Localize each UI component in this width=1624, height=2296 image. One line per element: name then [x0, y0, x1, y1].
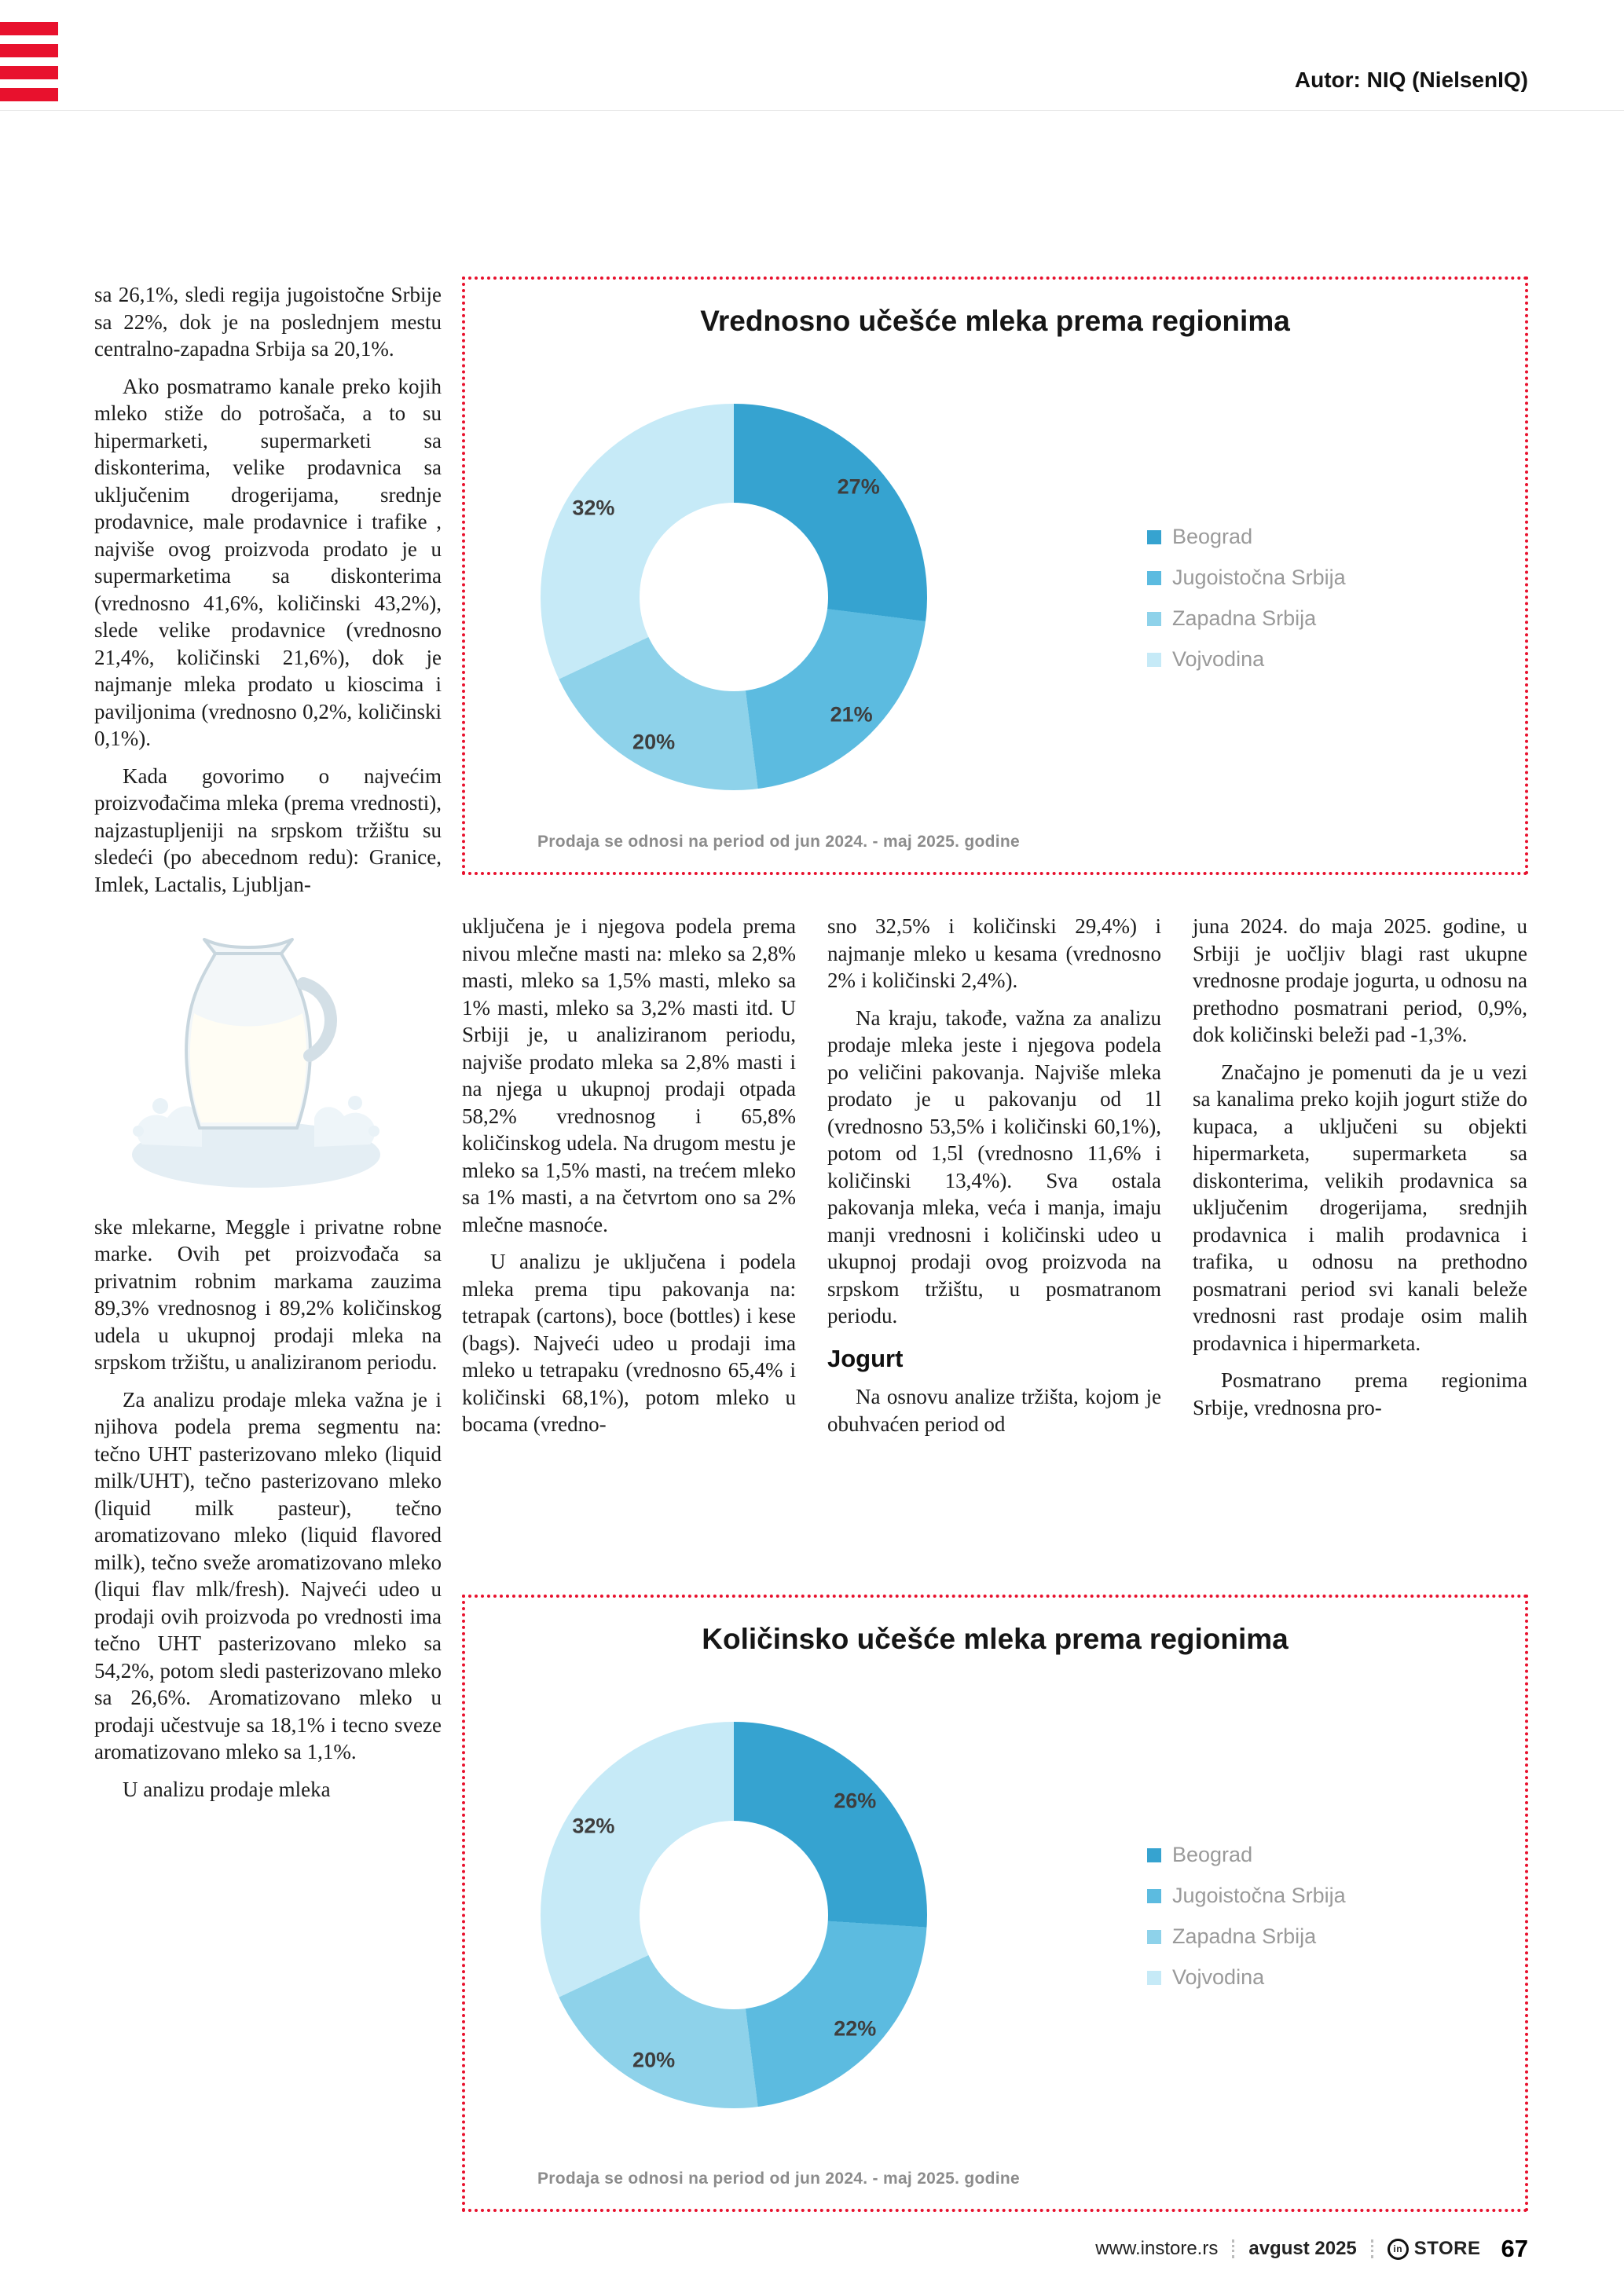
red-edge-mark [0, 22, 58, 35]
legend-swatch [1147, 1889, 1161, 1903]
legend-label: Vojvodina [1172, 1965, 1265, 1989]
body-paragraph: sno 32,5% i količinski 29,4%) i najmanje mleko u kesama (vrednosno 2% i količinski 2,4%). [827, 914, 1161, 992]
legend-swatch [1147, 1848, 1161, 1862]
chart-legend [1147, 525, 1346, 688]
text-column-3 [827, 913, 1161, 1448]
text-column-1 [94, 281, 442, 1813]
value-share-chart-box [462, 276, 1528, 875]
instore-logo-icon: in [1388, 2239, 1409, 2260]
body-paragraph: Posmatrano prema regionima Srbije, vrednosna pro- [1193, 1368, 1527, 1419]
body-paragraph: Značajno je pomenuti da je u vezi sa kanalima preko kojih jogurt stiže do kupaca, a uključeni su objekti hipermarketa, supermarketa sa diskonterima, velikih prodavnica sa uključenim drogerijama, srednjih prodavnica i malih prodavnica i trafika, u odnosu na prethodno posmatrani period svi kanali beleže vrednosni rast prodaje osim malih prodavnica i hipermarketa. [1193, 1060, 1527, 1355]
legend-label: Beograd [1172, 1843, 1253, 1866]
slice-label: 20% [632, 730, 676, 754]
body-paragraph: Kada govorimo o najvećim proizvođačima mleka (prema vrednosti), najzastupljeniji na srpskom tržištu su sledeći (po abecednom redu): Granice, Imlek, Lactalis, Ljubljan- [94, 764, 442, 896]
legend-item [1147, 1884, 1346, 1908]
legend-label: Jugoistočna Srbija [1172, 566, 1346, 589]
body-paragraph: juna 2024. do maja 2025. godine, u Srbiji je uočljiv blagi rast ukupne vrednosne prodaje jogurta, u odnosu na prethodno posmatrani period, 0,9%, dok količinski beleži pad -1,3%. [1193, 914, 1527, 1046]
text-column-2 [462, 913, 796, 1448]
donut-chart [541, 1722, 927, 2108]
legend-item [1147, 606, 1346, 631]
milk-jug-image [123, 921, 390, 1196]
donut-hole [640, 503, 828, 691]
body-paragraph: Za analizu prodaje mleka važna je i njihova podela prema segmentu na: tečno UHT pasterizovano mleko (liquid milk/UHT), tečno pasterizovano mleko (liquid milk pasteur), tečno aromatizovano mleko (liquid flavored milk), tečno sveže aromatizovano mleko (liqui flav mlk/fresh). Najveći udeo u prodaji ovih proizvoda po vrednosti ima tečno UHT pasterizovano mleko sa 54,2%, potom sledi pasterizovano mleko sa 26,6%. Aromatizovano mleko u prodaji učestvuje sa 18,1% i tecno sveze aromatizovano mleko sa 1,1%. [94, 1387, 442, 1763]
footer-site: www.instore.rs [1095, 2238, 1219, 2259]
slice-label: 20% [632, 2048, 676, 2072]
donut-hole [640, 1821, 828, 2009]
legend-label: Vojvodina [1172, 647, 1265, 671]
text-column-4 [1193, 913, 1527, 1431]
donut-chart [541, 404, 927, 790]
legend-swatch [1147, 1971, 1161, 1985]
body-paragraph: Na kraju, takođe, važna za analizu prodaje mleka jeste i njegova podela po veličini pakovanja. Najviše mleka prodato je u pakovanju od 1l (vrednosno 53,5% i količinski 60,1%), potom od 1,5l (vrednosno 11,6% i količinski 13,4%). Sva ostala pakovanja mleka, veća i manja, imaju manji vrednosni i količinski udeo u ukupnoj prodaji ovog proizvoda na srpskom tržištu, u posmatranom periodu. [827, 1005, 1161, 1327]
legend-swatch [1147, 571, 1161, 585]
body-paragraph: U analizu prodaje mleka [123, 1777, 331, 1801]
page-number: 67 [1501, 2235, 1528, 2262]
chart-footnote: Prodaja se odnosi na period od jun 2024. - maj 2025. godine [537, 833, 1021, 851]
volume-share-chart-box [462, 1595, 1528, 2212]
jogurt-heading: Jogurt [827, 1344, 904, 1372]
instore-logo-text: STORE [1413, 2238, 1481, 2259]
legend-item [1147, 525, 1346, 549]
legend-item [1147, 566, 1346, 590]
body-paragraph: ske mlekarne, Meggle i privatne robne marke. Ovih pet proizvođača sa privatnim robnim markama zauzima 89,3% vrednosnog i 89,2% količinskog udela u ukupnoj prodaji mleka na srpskom tržištu, u analiziranom periodu. [94, 1214, 442, 1374]
slice-label: 27% [837, 474, 880, 499]
legend-label: Zapadna Srbija [1172, 1924, 1317, 1948]
legend-swatch [1147, 1930, 1161, 1944]
slice-label: 21% [830, 702, 873, 727]
body-paragraph: uključena je i njegova podela prema nivou mlečne masti na: mleko sa 2,8% masti, mleko sa 1,5% masti, mleko sa 1% masti, mleko sa 3,2% masti itd. U Srbiji je, u analiziranom periodu, najviše prodato mleka sa 2,8% masti i na njega u ukupnoj prodaji otpada 58,2% vrednosnog i 65,8% količinskog udela. Na drugom mestu je mleko sa 1,5% masti, na trećem mleko sa 1% masti, a na četvrtom ono sa 2% mlečne masnoće. [462, 914, 796, 1236]
legend-item [1147, 1965, 1346, 1990]
legend-item [1147, 647, 1346, 672]
instore-logo [1388, 2238, 1481, 2260]
legend-swatch [1147, 612, 1161, 626]
page-footer [1095, 2235, 1528, 2263]
header-divider [0, 110, 1624, 111]
chart-title: Količinsko učešće mleka prema regionima [702, 1623, 1289, 1655]
slice-label: 32% [572, 1814, 615, 1838]
body-paragraph: Na osnovu analize tržišta, kojom je obuhvaćen period od [827, 1385, 1161, 1436]
legend-label: Jugoistočna Srbija [1172, 1884, 1346, 1907]
body-paragraph: U analizu je uključena i podela mleka prema tipu pakovanja na: tetrapak (cartons), boce (bottles) i kese (bags). Najveći udeo u prodaji ima mleko u tetrapaku (vrednosno 65,4% i količinski 68,1%), potom mleko u bocama (vredno- [462, 1250, 796, 1436]
red-edge-mark [0, 44, 58, 57]
legend-label: Beograd [1172, 525, 1253, 548]
legend-item [1147, 1843, 1346, 1867]
footer-issue: avgust 2025 [1248, 2238, 1357, 2259]
red-edge-mark [0, 66, 58, 79]
slice-label: 22% [834, 2016, 877, 2041]
chart-legend [1147, 1843, 1346, 2006]
body-paragraph: sa 26,1%, sledi regija jugoistočne Srbije sa 22%, dok je na poslednjem mestu centralno-zapadna Srbija sa 20,1%. [94, 283, 442, 361]
body-paragraph: Ako posmatramo kanale preko kojih mleko stiže do potrošača, a to su hipermarketi, supermarketi sa diskonterima, velike prodavnica sa uključenim drogerijama, srednje prodavnice, male prodavnice i trafike , najviše ovog proizvoda prodato je u supermarketima sa diskonterima (vrednosno 41,6%, količinski 43,2%), slede velike prodavnice (vrednosno 21,4%, količinski 21,6%), dok je najmanje mleka prodato u kioscima i paviljonima (vrednosno 0,2%, količinski 0,1%). [94, 374, 442, 750]
chart-footnote: Prodaja se odnosi na period od jun 2024. - maj 2025. godine [537, 2170, 1021, 2188]
footer-separator [1232, 2239, 1234, 2258]
slice-label: 26% [834, 1789, 877, 1813]
chart-title: Vrednosno učešće mleka prema regionima [700, 305, 1290, 337]
legend-swatch [1147, 653, 1161, 667]
footer-separator [1371, 2239, 1373, 2258]
slice-label: 32% [572, 496, 615, 520]
legend-swatch [1147, 530, 1161, 544]
legend-item [1147, 1924, 1346, 1949]
legend-label: Zapadna Srbija [1172, 606, 1317, 630]
red-edge-mark [0, 88, 58, 101]
author-credit: Autor: NIQ (NielsenIQ) [1294, 68, 1528, 92]
